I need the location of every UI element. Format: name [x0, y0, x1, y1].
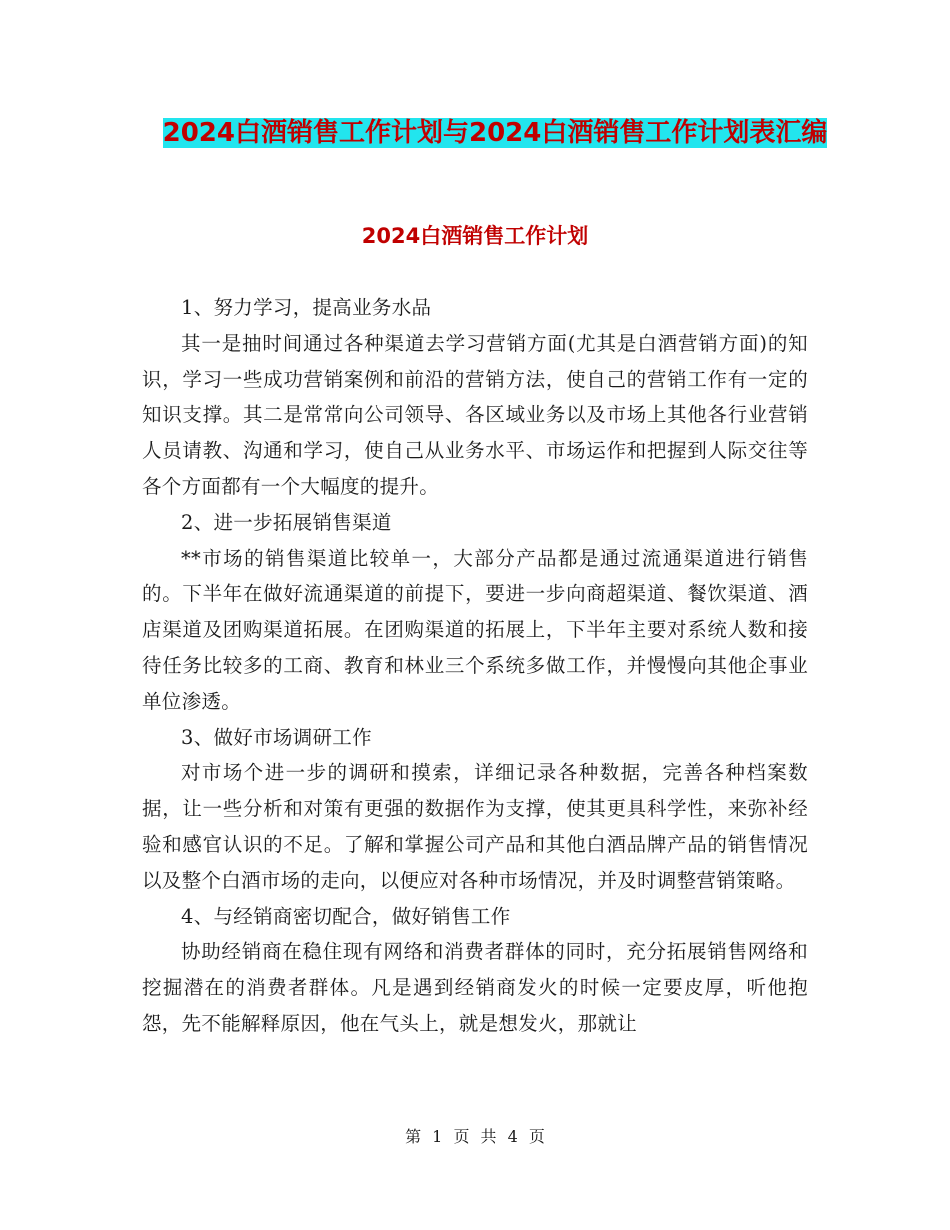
paragraph-4: 协助经销商在稳住现有网络和消费者群体的同时，充分拓展销售网络和挖掘潜在的消费者群体。凡是遇到经销商发火的时候一定要皮厚，听他抱怨，先不能解释原因，他在气头上，就是想发火，那就让: [142, 940, 808, 1035]
document-title: [140, 112, 850, 154]
heading-4: 4、与经销商密切配合，做好销售工作: [181, 904, 511, 928]
section-title: 2024白酒销售工作计划: [361, 224, 589, 248]
heading-3: 3、做好市场调研工作: [181, 725, 372, 749]
heading-1: 1、努力学习，提高业务水品: [181, 296, 432, 319]
paragraph-3: 对市场个进一步的调研和摸索，详细记录各种数据，完善各种档案数据，让一些分析和对策有更强的数据作为支撑，使其更具科学性，来弥补经验和感官认识的不足。了解和掌握公司产品和其他白酒品牌产品的销售情况以及整个白酒市场的走向，以便应对各种市场情况，并及时调整营销策略。: [142, 761, 808, 892]
heading-2: 2、进一步拓展销售渠道: [181, 510, 392, 534]
page-number-footer: 第 1 页 共 4 页: [405, 1127, 545, 1146]
paragraph-1: 其一是抽时间通过各种渠道去学习营销方面(尤其是白酒营销方面)的知识，学习一些成功营销案例和前沿的营销方法，使自己的营销工作有一定的知识支撑。其二是常常向公司领导、各区域业务以及市场上其他各行业营销人员请教、沟通和学习，使自己从业务水平、市场运作和把握到人际交往等各个方面都有一个大幅度的提升。: [142, 331, 808, 498]
document-title-text: 2024白酒销售工作计划与2024白酒销售工作计划表汇编: [162, 118, 828, 148]
document-body: [142, 290, 808, 1042]
paragraph-2: **市场的销售渠道比较单一，大部分产品都是通过流通渠道进行销售的。下半年在做好流通渠道的前提下，要进一步向商超渠道、餐饮渠道、酒店渠道及团购渠道拓展。在团购渠道的拓展上，下半年主要对系统人数和接待任务比较多的工商、教育和林业三个系统多做工作，并慢慢向其他企事业单位渗透。: [142, 546, 808, 713]
